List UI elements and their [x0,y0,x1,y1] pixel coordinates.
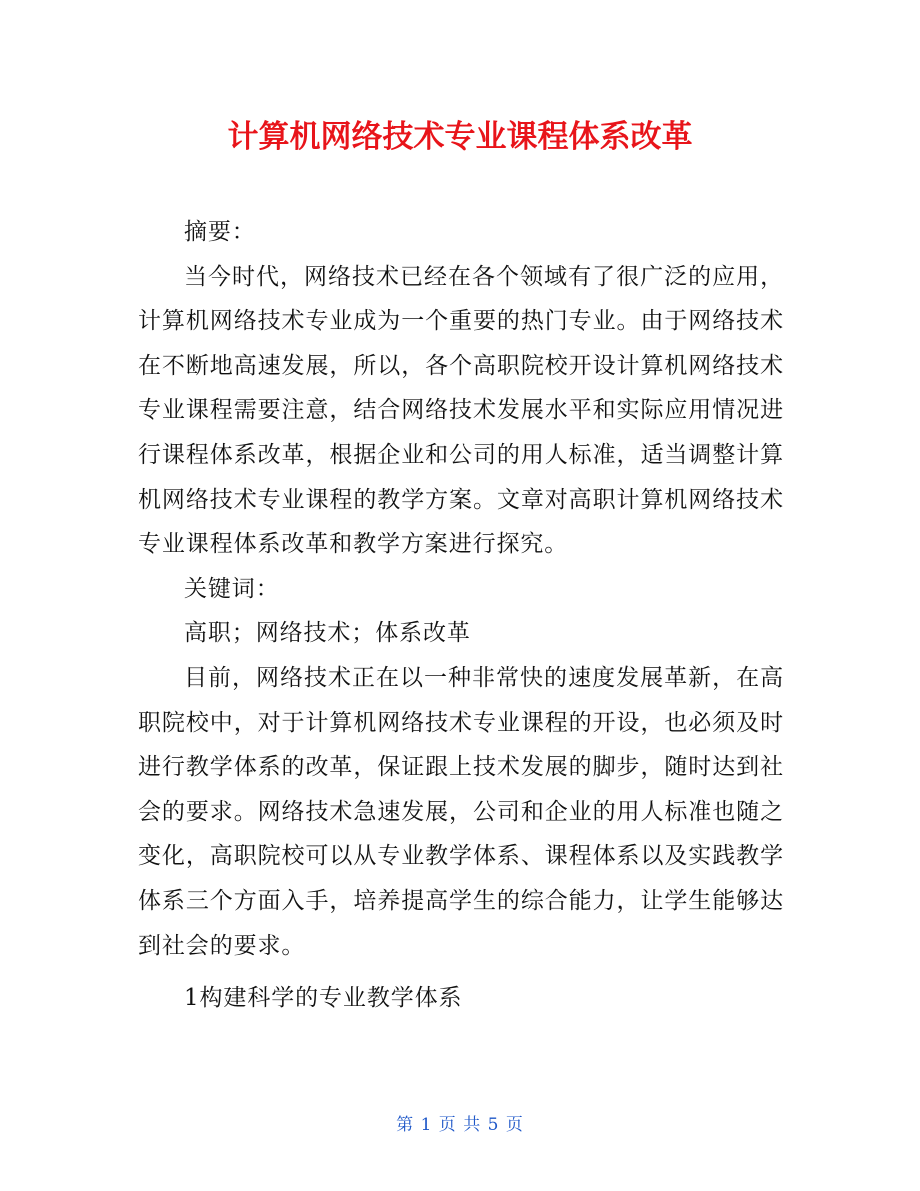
page-number-label: 第 1 页 共 5 页 [396,1115,524,1135]
keywords-label: 关键词： [184,575,280,602]
keywords-paragraph: 高职；网络技术；体系改革 [184,620,471,647]
intro-paragraph: 目前，网络技术正在以一种非常快的速度发展革新，在高职院校中，对于计算机网络技术专业课程的开设，也必须及时进行教学体系的改革，保证跟上技术发展的脚步，随时达到社会的要求。网络技术急速发展，公司和企业的用人标准也随之变化，高职院校可以从专业教学体系、课程体系以及实践教学体系三个方面入手，培养提高学生的综合能力，让学生能够达到社会的要求。 [138,664,784,959]
document-title: 计算机网络技术专业课程体系改革 [227,119,693,155]
document-body [138,210,784,1021]
abstract-label: 摘要： [184,219,256,245]
abstract-paragraph: 当今时代，网络技术已经在各个领域有了很广泛的应用，计算机网络技术专业成为一个重要的热门专业。由于网络技术在不断地高速发展，所以，各个高职院校开设计算机网络技术专业课程需要注意，结合网络技术发展水平和实际应用情况进行课程体系改革，根据企业和公司的用人标准，适当调整计算机网络技术专业课程的教学方案。文章对高职计算机网络技术专业课程体系改革和教学方案进行探究。 [138,263,784,558]
page-footer [0,1112,920,1138]
section-heading: 1构建科学的专业教学体系 [184,985,463,1012]
